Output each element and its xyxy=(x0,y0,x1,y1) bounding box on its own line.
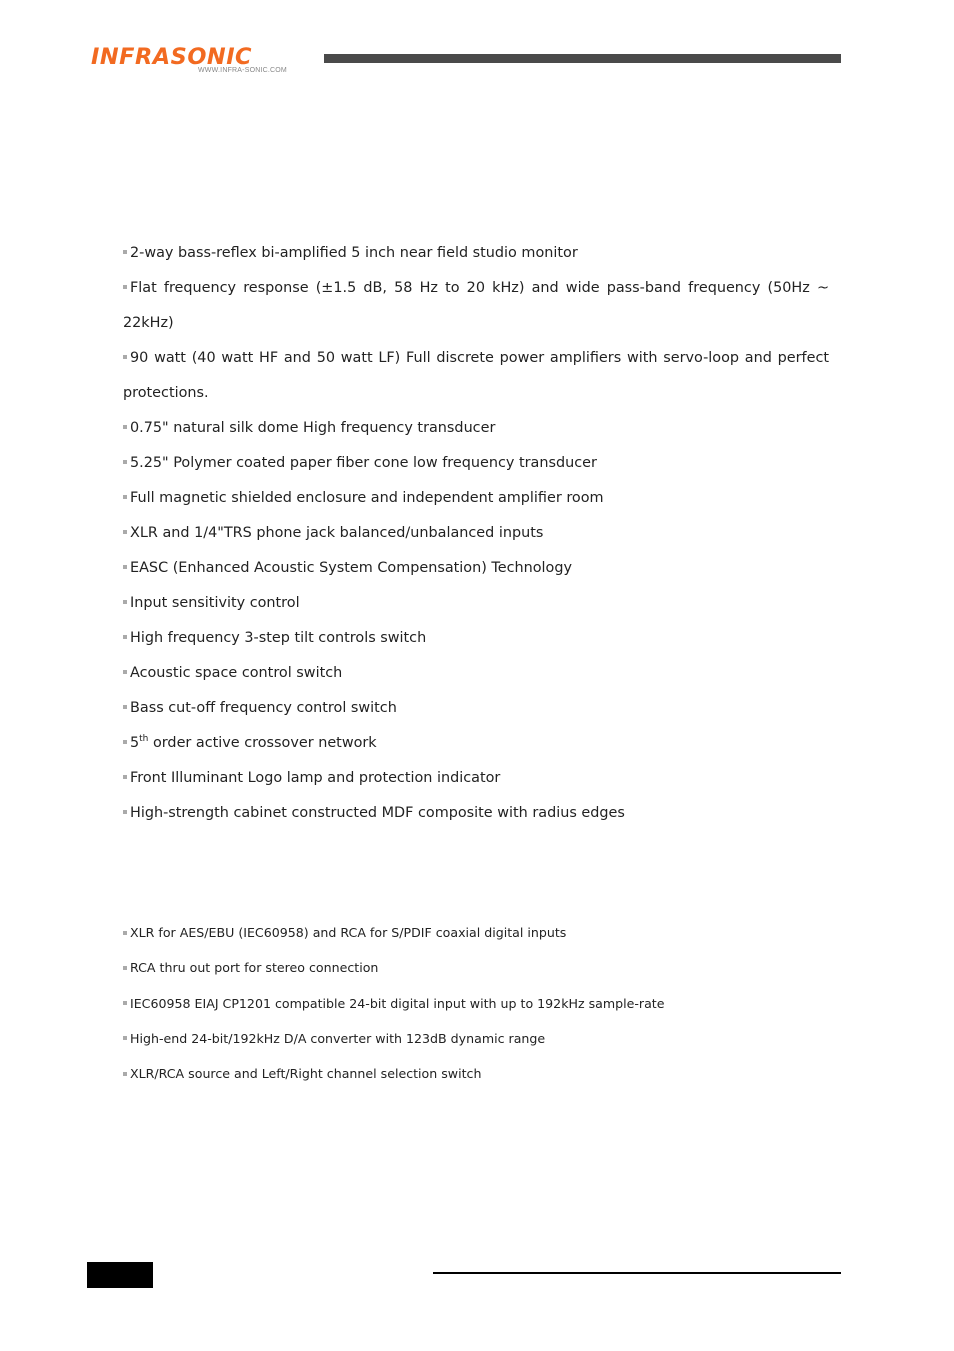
bullet-icon xyxy=(123,705,127,709)
list-item: High frequency 3-step tilt controls switch xyxy=(123,621,829,656)
list-item: High-end 24-bit/192kHz D/A converter with 123dB dynamic range xyxy=(123,1021,773,1056)
bullet-icon xyxy=(123,966,127,970)
list-item: IEC60958 EIAJ CP1201 compatible 24-bit digital input with up to 192kHz sample-rate xyxy=(123,986,773,1021)
logo-text: INFRASONIC xyxy=(91,45,253,70)
feature-list xyxy=(123,236,829,831)
list-item: Bass cut-off frequency control switch xyxy=(123,691,829,726)
bullet-icon xyxy=(123,775,127,779)
bullet-icon xyxy=(123,740,127,744)
header-bar xyxy=(324,54,841,63)
page-number-block xyxy=(87,1262,153,1288)
bullet-icon xyxy=(123,635,127,639)
list-item: Flat frequency response (±1.5 dB, 58 Hz to 20 kHz) and wide pass-band frequency (50Hz ~ xyxy=(123,271,829,306)
list-item: XLR for AES/EBU (IEC60958) and RCA for S/PDIF coaxial digital inputs xyxy=(123,915,773,950)
list-item-continuation: protections. xyxy=(123,385,209,401)
bullet-icon xyxy=(123,460,127,464)
list-item: XLR and 1/4"TRS phone jack balanced/unbalanced inputs xyxy=(123,516,829,551)
list-item: RCA thru out port for stereo connection xyxy=(123,950,773,985)
list-item: 0.75" natural silk dome High frequency transducer xyxy=(123,411,829,446)
list-item: Acoustic space control switch xyxy=(123,656,829,691)
bullet-icon xyxy=(123,1001,127,1005)
bullet-icon xyxy=(123,530,127,534)
bullet-icon xyxy=(123,931,127,935)
list-item: Front Illuminant Logo lamp and protection indicator xyxy=(123,761,829,796)
bullet-icon xyxy=(123,600,127,604)
bullet-icon xyxy=(123,1072,127,1076)
list-item: 5.25" Polymer coated paper fiber cone low frequency transducer xyxy=(123,446,829,481)
logo-url-text: WWW.INFRA-SONIC.COM xyxy=(198,67,287,74)
list-item: Full magnetic shielded enclosure and independent amplifier room xyxy=(123,481,829,516)
list-item-continuation: 22kHz) xyxy=(123,315,174,331)
brand-logo xyxy=(91,46,321,80)
bullet-icon xyxy=(123,670,127,674)
list-item: 90 watt (40 watt HF and 50 watt LF) Full discrete power amplifiers with servo-loop and perfect xyxy=(123,341,829,376)
digital-feature-list xyxy=(123,915,773,1091)
bullet-icon xyxy=(123,565,127,569)
list-item: 5th order active crossover network xyxy=(123,726,829,761)
superscript: th xyxy=(139,734,149,744)
bullet-icon xyxy=(123,285,127,289)
list-item: 2-way bass-reflex bi-amplified 5 inch near field studio monitor xyxy=(123,236,829,271)
list-item: High-strength cabinet constructed MDF composite with radius edges xyxy=(123,796,829,831)
bullet-icon xyxy=(123,810,127,814)
bullet-icon xyxy=(123,1036,127,1040)
bullet-icon xyxy=(123,250,127,254)
bullet-icon xyxy=(123,495,127,499)
list-item: Input sensitivity control xyxy=(123,586,829,621)
bullet-icon xyxy=(123,425,127,429)
list-item: EASC (Enhanced Acoustic System Compensation) Technology xyxy=(123,551,829,586)
list-item: XLR/RCA source and Left/Right channel selection switch xyxy=(123,1056,773,1091)
bullet-icon xyxy=(123,355,127,359)
footer-rule xyxy=(433,1272,841,1274)
